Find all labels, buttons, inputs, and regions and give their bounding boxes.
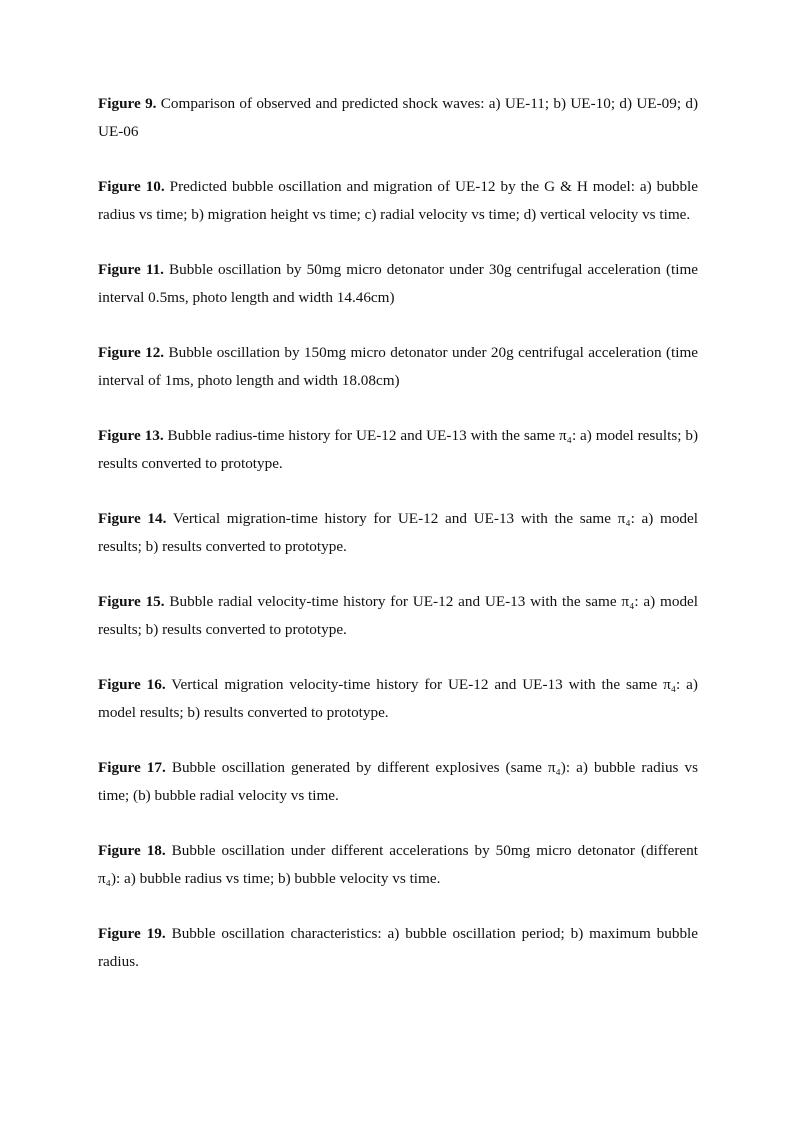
figure-caption-text: Vertical migration velocity-time history for UE-12 and UE-13 with the same π₄: a) model results; b) results converted to prototype. <box>98 676 698 721</box>
figure-label: Figure 12. <box>98 344 165 361</box>
figure-caption-text: Bubble oscillation by 150mg micro detonator under 20g centrifugal acceleration (time interval of 1ms, photo length and width 18.08cm) <box>98 344 698 389</box>
figure-label: Figure 18. <box>98 842 166 859</box>
figure-label: Figure 9. <box>98 95 157 112</box>
figure-label: Figure 13. <box>98 427 164 444</box>
figure-caption-text: Bubble radius-time history for UE-12 and UE-13 with the same π₄: a) model results; b) results converted to prototype. <box>98 427 698 472</box>
figure-caption-text: Bubble oscillation characteristics: a) bubble oscillation period; b) maximum bubble radius. <box>98 925 699 970</box>
figure-caption <box>98 256 698 312</box>
figure-label: Figure 16. <box>98 676 166 693</box>
figure-label: Figure 10. <box>98 178 165 195</box>
figure-label: Figure 17. <box>98 759 166 776</box>
figure-label: Figure 19. <box>98 925 166 942</box>
figure-caption <box>98 173 698 229</box>
figure-caption-text: Bubble radial velocity-time history for UE-12 and UE-13 with the same π₄: a) model results; b) results converted to prototype. <box>98 593 698 638</box>
figure-caption-text: Vertical migration-time history for UE-12 and UE-13 with the same π₄: a) model results; b) results converted to prototype. <box>98 510 698 555</box>
figure-caption <box>98 671 698 727</box>
figure-caption-text: Bubble oscillation under different accelerations by 50mg micro detonator (different π₄): a) bubble radius vs time; b) bubble velocity vs time. <box>98 842 698 887</box>
figure-caption <box>98 90 698 146</box>
figure-label: Figure 11. <box>98 261 164 278</box>
figure-caption <box>98 339 698 395</box>
figure-caption-text: Comparison of observed and predicted shock waves: a) UE-11; b) UE-10; d) UE-09; d) UE-06 <box>98 95 699 140</box>
figure-caption <box>98 422 698 478</box>
figure-caption-text: Bubble oscillation generated by different explosives (same π₄): a) bubble radius vs time; (b) bubble radial velocity vs time. <box>98 759 699 804</box>
figure-caption <box>98 754 698 810</box>
figure-caption-list <box>98 90 698 1003</box>
figure-caption <box>98 837 698 893</box>
figure-label: Figure 14. <box>98 510 167 527</box>
figure-caption <box>98 588 698 644</box>
figure-caption-text: Bubble oscillation by 50mg micro detonator under 30g centrifugal acceleration (time interval 0.5ms, photo length and width 14.46cm) <box>98 261 698 306</box>
figure-label: Figure 15. <box>98 593 165 610</box>
figure-caption <box>98 920 698 976</box>
figure-caption <box>98 505 698 561</box>
figure-caption-text: Predicted bubble oscillation and migration of UE-12 by the G & H model: a) bubble radius vs time; b) migration height vs time; c) radial velocity vs time; d) vertical velocity vs time. <box>98 178 699 223</box>
